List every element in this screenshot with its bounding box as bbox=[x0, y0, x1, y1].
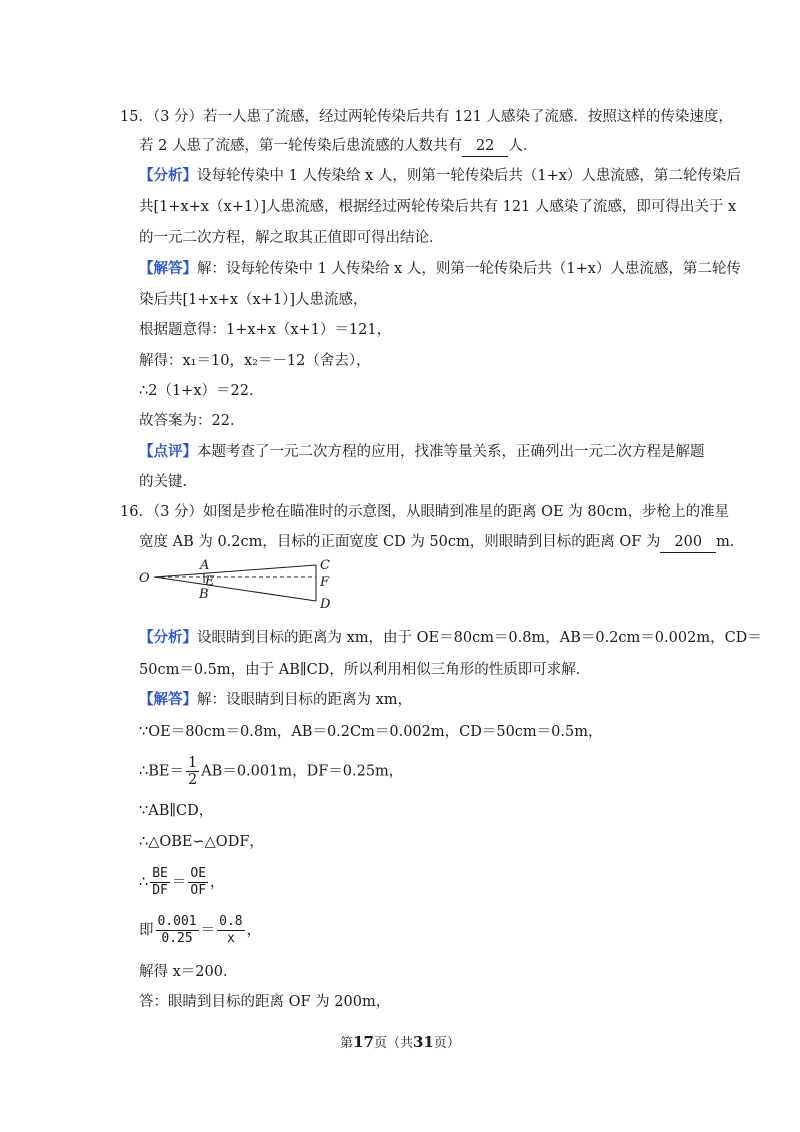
fraction-numerator: 0.001 bbox=[157, 914, 197, 929]
fraction-08-x bbox=[217, 914, 244, 947]
solution-tag: 【解答】 bbox=[139, 260, 197, 277]
q16-stem-text: 宽度 AB 为 0.2cm，目标的正面宽度 CD 为 50cm，则眼睛到目标的距离 OF 为 bbox=[139, 534, 661, 550]
q16-solution-line-3 bbox=[139, 755, 403, 788]
q15-analysis-text: 设每轮传染中 1 人传染给 x 人，则第一轮传染后共（1+x）人患流感，第二轮传染后 bbox=[197, 168, 741, 184]
label-F: F bbox=[320, 575, 330, 590]
q15-analysis-line-1 bbox=[139, 166, 741, 186]
analysis-tag: 【分析】 bbox=[139, 629, 197, 646]
fraction-denominator: x bbox=[226, 931, 235, 946]
q15-comment-line-1 bbox=[139, 442, 705, 462]
fraction-be-df bbox=[150, 866, 170, 899]
footer-mid: 页（共 bbox=[373, 1036, 413, 1051]
page-footer bbox=[0, 1032, 800, 1051]
q16-answer-blank: 200 bbox=[660, 532, 716, 553]
q16-solution-line-1 bbox=[139, 690, 412, 710]
footer-post: 页） bbox=[433, 1036, 460, 1051]
q15-analysis-line-3: 的一元二次方程，解之取其正值即可得出结论． bbox=[139, 230, 444, 246]
q15-solution-line-5: ∴2（1+x）＝22． bbox=[139, 383, 264, 399]
q15-solution-text: 解：设每轮传染中 1 人传染给 x 人，则第一轮传染后共（1+x）人患流感，第二轮传 bbox=[197, 261, 741, 277]
q16-stem-line-1: 16．（3 分）如图是步枪在瞄准时的示意图，从眼睛到准星的距离 OE 为 80cm，步枪上的准星 bbox=[120, 504, 730, 520]
q15-comment-text: 本题考查了一元二次方程的应用，找准等量关系，正确列出一元二次方程是解题 bbox=[197, 444, 705, 460]
q15-solution-line-6: 故答案为：22． bbox=[139, 413, 245, 429]
q16-solution-line-6 bbox=[139, 866, 225, 899]
rifle-sight-figure bbox=[134, 555, 344, 615]
q15-answer-blank: 22 bbox=[462, 136, 508, 157]
comma: ， bbox=[246, 922, 262, 939]
q16-stem-line-2 bbox=[139, 532, 744, 553]
be-value: AB＝0.001m，DF＝0.25m， bbox=[201, 763, 404, 780]
segment-OD bbox=[154, 577, 316, 601]
segment-OC bbox=[154, 565, 316, 577]
comment-tag: 【点评】 bbox=[139, 443, 197, 460]
q16-analysis-line-1 bbox=[139, 628, 762, 648]
fraction-numerator: 0.8 bbox=[219, 914, 243, 929]
label-B: B bbox=[199, 587, 209, 602]
fraction-denominator: DF bbox=[152, 883, 168, 898]
equals-sign: ＝ bbox=[171, 874, 187, 891]
q15-stem-line-1: 15．（3 分）若一人患了流感，经过两轮传染后共有 121 人感染了流感．按照这样的传染速度， bbox=[120, 109, 733, 125]
q15-analysis-line-2: 共[1+x+x（x+1）]人患流感，根据经过两轮传染后共有 121 人感染了流感，即可得出关于 x bbox=[139, 199, 737, 215]
label-E: E bbox=[205, 574, 215, 589]
solution-tag: 【解答】 bbox=[139, 691, 197, 708]
q16-solution-line-5: ∴△OBE∽△ODF， bbox=[139, 834, 264, 850]
total-pages: 31 bbox=[413, 1033, 434, 1051]
page-number: 17 bbox=[353, 1033, 374, 1051]
q15-comment-line-2: 的关键． bbox=[139, 474, 197, 490]
fraction-denominator: OF bbox=[190, 883, 207, 898]
comma: ， bbox=[210, 874, 225, 891]
fraction-numerator: OE bbox=[190, 866, 207, 881]
analysis-tag: 【分析】 bbox=[139, 167, 197, 184]
therefore-symbol: ∴ bbox=[139, 874, 149, 891]
label-O: O bbox=[139, 571, 150, 586]
fraction-001-025 bbox=[156, 914, 199, 947]
namely-label: 即 bbox=[139, 922, 154, 939]
label-D: D bbox=[320, 597, 331, 612]
fraction-denominator: 0.25 bbox=[161, 931, 193, 946]
q16-solution-line-2: ∵OE＝80cm＝0.8m，AB＝0.2Cm＝0.002m，CD＝50cm＝0.5m， bbox=[139, 724, 603, 740]
q15-solution-line-2: 染后共[1+x+x（x+1）]人患流感， bbox=[139, 292, 368, 308]
fraction-oe-of bbox=[188, 866, 208, 899]
fraction-numerator: 1 bbox=[187, 755, 198, 771]
q16-stem-end: m． bbox=[716, 534, 745, 550]
fraction-half bbox=[186, 755, 199, 788]
equals-sign: ＝ bbox=[200, 922, 216, 939]
q15-stem-text: 若 2 人患了流感，第一轮传染后患流感的人数共有 bbox=[139, 138, 462, 154]
q15-stem-line-2 bbox=[139, 136, 537, 157]
q15-solution-line-3: 根据题意得：1+x+x（x+1）＝121， bbox=[139, 322, 392, 338]
q16-solution-line-8: 解得 x＝200． bbox=[139, 964, 238, 980]
label-A: A bbox=[200, 558, 210, 573]
q16-solution-text: 解：设眼睛到目标的距离为 xm， bbox=[197, 692, 413, 708]
q16-analysis-line-2: 50cm＝0.5m，由于 AB∥CD，所以利用相似三角形的性质即可求解． bbox=[139, 662, 591, 678]
q16-solution-line-9: 答：眼睛到目标的距离 OF 为 200m， bbox=[139, 994, 391, 1010]
footer-pre: 第 bbox=[340, 1036, 354, 1051]
fraction-denominator: 2 bbox=[187, 772, 198, 788]
q15-solution-line-1 bbox=[139, 259, 741, 279]
q15-stem-end: 人． bbox=[508, 138, 538, 154]
label-C: C bbox=[320, 558, 330, 573]
q16-analysis-text: 设眼睛到目标的距离为 xm，由于 OE＝80cm＝0.8m，AB＝0.2cm＝0.002m，CD＝ bbox=[197, 630, 762, 646]
q15-solution-line-4: 解得：x₁＝10，x₂＝－12（舍去）， bbox=[139, 353, 371, 369]
be-label: ∴BE＝ bbox=[139, 763, 184, 780]
q16-solution-line-4: ∵AB∥CD， bbox=[139, 803, 214, 819]
q16-solution-line-7 bbox=[139, 914, 261, 947]
fraction-numerator: BE bbox=[152, 866, 168, 881]
